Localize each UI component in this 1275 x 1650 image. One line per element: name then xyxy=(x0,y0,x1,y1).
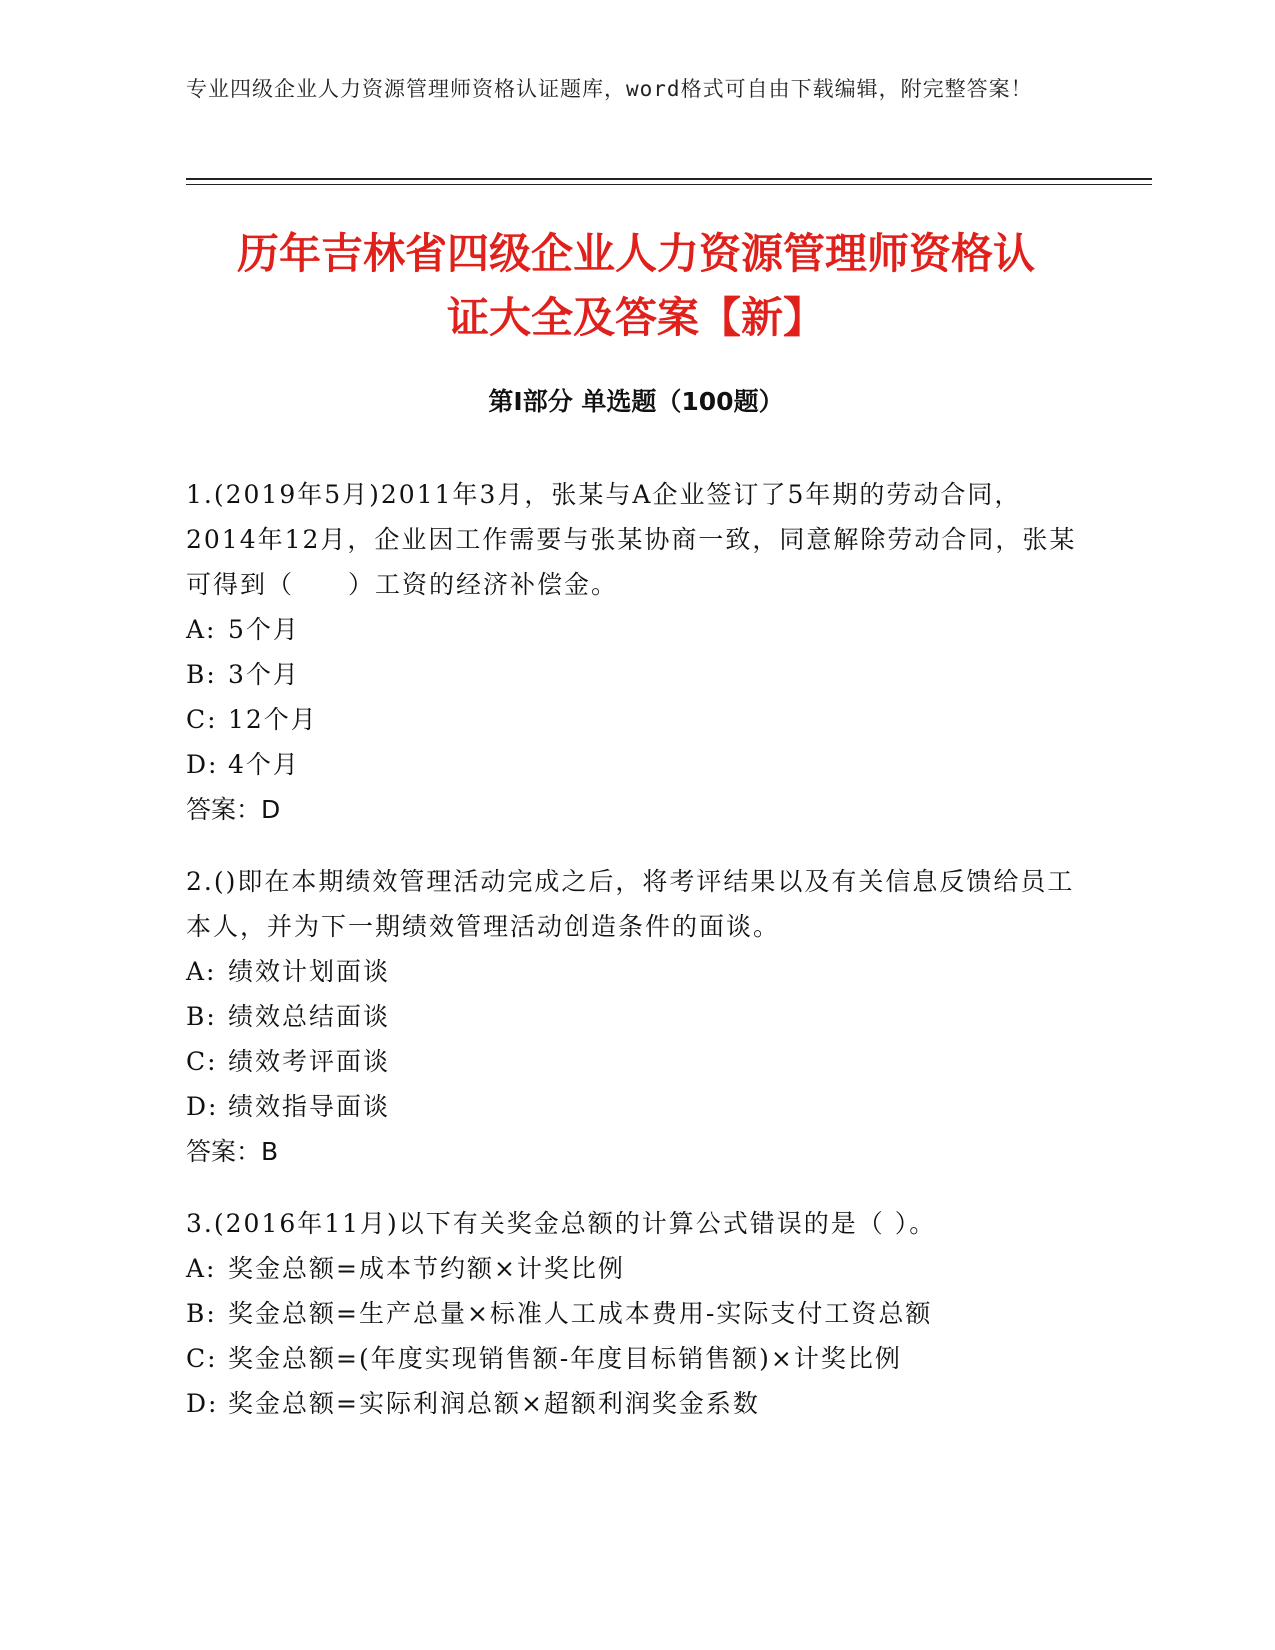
question-2 xyxy=(186,859,1086,1175)
option-text: 绩效指导面谈 xyxy=(228,1092,391,1121)
option-text: 绩效考评面谈 xyxy=(228,1047,391,1076)
option-key: B: xyxy=(186,660,217,689)
option-b xyxy=(186,1291,1086,1336)
option-c xyxy=(186,1039,1086,1084)
question-3 xyxy=(186,1201,1086,1426)
option-key: D: xyxy=(186,750,219,779)
question-list xyxy=(186,472,1086,1452)
header-divider-thick xyxy=(186,178,1152,180)
option-d xyxy=(186,742,1086,787)
option-key: C: xyxy=(186,705,218,734)
option-d xyxy=(186,1084,1086,1129)
title-line-1: 历年吉林省四级企业人力资源管理师资格认 xyxy=(236,229,1035,278)
option-text: 奖金总额=生产总量×标准人工成本费用-实际支付工资总额 xyxy=(228,1299,933,1328)
option-key: C: xyxy=(186,1344,218,1373)
title-line-2: 证大全及答案【新】 xyxy=(446,293,825,342)
option-key: A: xyxy=(186,1254,217,1283)
option-a xyxy=(186,949,1086,994)
option-key: B: xyxy=(186,1002,217,1031)
header-note: 专业四级企业人力资源管理师资格认证题库，word格式可自由下载编辑，附完整答案！ xyxy=(186,77,1033,101)
section-title: 第I部分 单选题（100题） xyxy=(488,387,784,416)
option-d xyxy=(186,1381,1086,1426)
question-stem: 2.()即在本期绩效管理活动完成之后，将考评结果以及有关信息反馈给员工本人，并为下一期绩效管理活动创造条件的面谈。 xyxy=(186,867,1075,941)
option-c xyxy=(186,697,1086,742)
option-text: 5个月 xyxy=(228,615,300,644)
option-key: A: xyxy=(186,615,217,644)
question-1 xyxy=(186,472,1086,833)
option-text: 绩效计划面谈 xyxy=(228,957,391,986)
answer-label: 答案：D xyxy=(186,795,281,824)
option-key: B: xyxy=(186,1299,217,1328)
option-text: 奖金总额=(年度实现销售额-年度目标销售额)×计奖比例 xyxy=(228,1344,902,1373)
header-divider-thin xyxy=(186,184,1152,185)
option-key: C: xyxy=(186,1047,218,1076)
option-text: 12个月 xyxy=(228,705,318,734)
question-stem: 1.(2019年5月)2011年3月，张某与A企业签订了5年期的劳动合同，2014年12月，企业因工作需要与张某协商一致，同意解除劳动合同，张某可得到（ ）工资的经济补偿金。 xyxy=(186,480,1077,599)
option-c xyxy=(186,1336,1086,1381)
document-title xyxy=(186,222,1086,350)
option-b xyxy=(186,994,1086,1039)
option-a xyxy=(186,1246,1086,1291)
option-key: D: xyxy=(186,1092,219,1121)
option-text: 4个月 xyxy=(228,750,300,779)
option-b xyxy=(186,652,1086,697)
option-text: 绩效总结面谈 xyxy=(228,1002,391,1031)
option-text: 奖金总额=实际利润总额×超额利润奖金系数 xyxy=(228,1389,760,1418)
option-text: 奖金总额=成本节约额×计奖比例 xyxy=(228,1254,625,1283)
question-stem: 3.(2016年11月)以下有关奖金总额的计算公式错误的是（ ）。 xyxy=(186,1209,937,1238)
option-key: A: xyxy=(186,957,217,986)
answer-label: 答案：B xyxy=(186,1137,279,1166)
option-a xyxy=(186,607,1086,652)
option-key: D: xyxy=(186,1389,219,1418)
option-text: 3个月 xyxy=(228,660,300,689)
